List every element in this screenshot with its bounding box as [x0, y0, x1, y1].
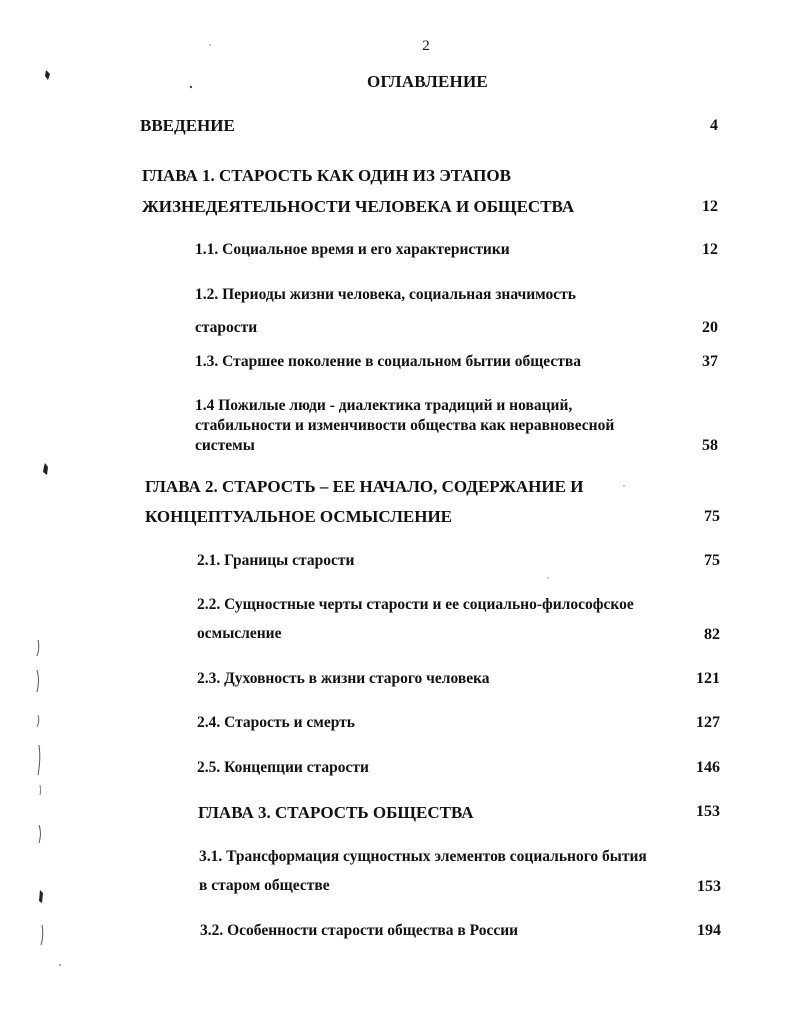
toc-section-1-4-line1: 1.4 Пожилые люди - диалектика традиций и новаций, — [195, 397, 573, 414]
page-title: ОГЛАВЛЕНИЕ — [367, 72, 488, 91]
binding-mark — [39, 825, 41, 843]
binding-mark — [37, 715, 39, 727]
toc-section-1-2-page: 20 — [702, 319, 718, 336]
toc-section-1-4-line2: стабильности и изменчивости общества как неравновесной — [195, 417, 615, 434]
binding-mark — [40, 785, 41, 795]
toc-section-2-4: 2.4. Старость и смерть — [197, 714, 355, 731]
binding-mark — [37, 670, 39, 692]
toc-chapter3-page: 153 — [696, 803, 720, 820]
ink-speck — [209, 44, 211, 46]
toc-section-3-1-line2: в старом обществе — [199, 877, 330, 894]
toc-section-2-1: 2.1. Границы старости — [197, 552, 355, 569]
ink-speck — [45, 70, 50, 80]
toc-chapter1-line2: ЖИЗНЕДЕЯТЕЛЬНОСТИ ЧЕЛОВЕКА И ОБЩЕСТВА — [142, 197, 575, 216]
toc-section-3-1-line1: 3.1. Трансформация сущностных элементов социального бытия — [199, 848, 647, 865]
ink-speck — [43, 463, 48, 475]
toc-section-3-2: 3.2. Особенности старости общества в России — [200, 922, 519, 939]
toc-section-1-1: 1.1. Социальное время и его характеристики — [195, 241, 510, 258]
toc-section-2-2-page: 82 — [704, 626, 720, 643]
toc-section-2-4-page: 127 — [696, 714, 720, 731]
toc-section-2-3-page: 121 — [696, 670, 720, 687]
ink-speck — [39, 890, 43, 903]
toc-chapter1-line1: ГЛАВА 1. СТАРОСТЬ КАК ОДИН ИЗ ЭТАПОВ — [142, 166, 511, 185]
toc-chapter2-line1: ГЛАВА 2. СТАРОСТЬ – ЕЕ НАЧАЛО, СОДЕРЖАНИЕ И — [145, 477, 584, 496]
toc-chapter2-page: 75 — [704, 508, 720, 525]
toc-section-1-4-page: 58 — [702, 437, 718, 454]
toc-section-2-1-page: 75 — [704, 552, 720, 569]
toc-section-3-1-page: 153 — [697, 878, 721, 895]
binding-mark — [38, 745, 40, 775]
toc-section-1-3: 1.3. Старшее поколение в социальном бытии общества — [195, 353, 581, 370]
toc-section-1-2-line2: старости — [195, 319, 258, 336]
toc-section-1-4-line3: системы — [195, 437, 255, 454]
toc-section-2-3: 2.3. Духовность в жизни старого человека — [197, 670, 490, 687]
toc-section-2-2-line2: осмысление — [197, 625, 282, 642]
toc-section-2-5: 2.5. Концепции старости — [197, 759, 369, 776]
toc-section-2-5-page: 146 — [696, 759, 720, 776]
ink-speck — [59, 964, 61, 966]
toc-section-1-2-line1: 1.2. Периоды жизни человека, социальная значимость — [195, 286, 576, 303]
binding-mark — [41, 925, 43, 945]
toc-intro-label: ВВЕДЕНИЕ — [140, 116, 235, 135]
toc-section-2-2-line1: 2.2. Сущностные черты старости и ее социально-философское — [197, 596, 634, 613]
page-number: 2 — [422, 38, 430, 54]
ink-speck — [190, 86, 192, 88]
ink-speck — [547, 577, 549, 579]
toc-section-1-1-page: 12 — [702, 241, 718, 258]
toc-chapter2-line2: КОНЦЕПТУАЛЬНОЕ ОСМЫСЛЕНИЕ — [145, 507, 453, 526]
ink-speck — [623, 485, 625, 487]
toc-section-3-2-page: 194 — [697, 922, 721, 939]
toc-chapter1-page: 12 — [702, 198, 718, 215]
binding-mark — [37, 640, 39, 656]
toc-chapter3: ГЛАВА 3. СТАРОСТЬ ОБЩЕСТВА — [198, 803, 474, 822]
toc-section-1-3-page: 37 — [702, 353, 718, 370]
toc-intro-page: 4 — [710, 117, 718, 134]
